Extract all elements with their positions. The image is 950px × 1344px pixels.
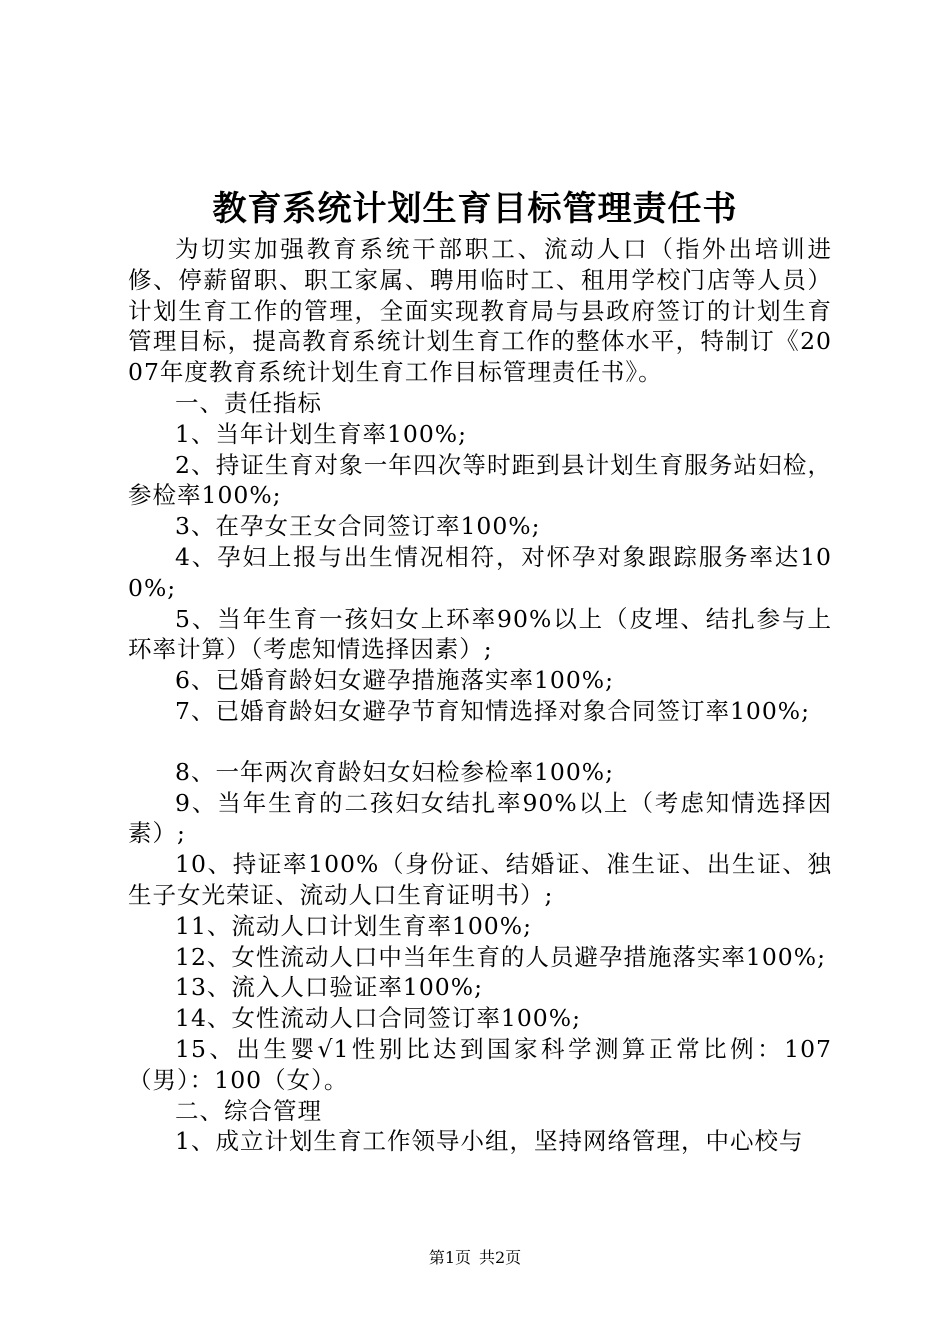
indicator-item: 5、当年生育一孩妇女上环率90%以上（皮埋、结扎参与上环率计算）（考虑知情选择因素）;	[128, 604, 832, 664]
document-title: 教育系统计划生育目标管理责任书	[212, 189, 738, 229]
indicator-item: 9、当年生育的二孩妇女结扎率90%以上（考虑知情选择因素）;	[128, 788, 832, 848]
page-total: 共2页	[479, 1248, 522, 1267]
indicator-item: 1、当年计划生育率100%;	[175, 419, 468, 448]
document-body	[128, 234, 832, 1157]
indicator-item: 2、持证生育对象一年四次等时距到县计划生育服务站妇检，参检率100%;	[128, 450, 832, 510]
indicator-item: 11、流动人口计划生育率100%;	[175, 911, 533, 940]
management-item: 1、成立计划生育工作领导小组，坚持网络管理，中心校与	[175, 1127, 804, 1156]
page-footer	[0, 1247, 950, 1269]
indicator-item: 7、已婚育龄妇女避孕节育知情选择对象合同签订率100%;	[175, 696, 811, 725]
intro-paragraph: 为切实加强教育系统干部职工、流动人口（指外出培训进修、停薪留职、职工家属、聘用临时工、租用学校门店等人员）计划生育工作的管理，全面实现教育局与县政府签订的计划生育管理目标，提高教育系统计划生育工作的整体水平，特制订《2007年度教育系统计划生育工作目标管理责任书》。	[128, 235, 832, 387]
indicator-item: 10、持证率100%（身份证、结婚证、准生证、出生证、独生子女光荣证、流动人口生育证明书）;	[128, 850, 832, 909]
indicator-item: 12、女性流动人口中当年生育的人员避孕措施落实率100%;	[175, 942, 827, 971]
indicator-item: 14、女性流动人口合同签订率100%;	[175, 1004, 582, 1033]
section-heading-responsibility: 一、责任指标	[175, 388, 322, 417]
indicator-item: 4、孕妇上报与出生情况相符，对怀孕对象跟踪服务率达100%;	[128, 542, 832, 602]
indicator-item: 15、出生婴√1性别比达到国家科学测算正常比例：107（男）：100（女）。	[128, 1034, 832, 1094]
indicator-item: 8、一年两次育龄妇女妇检参检率100%;	[175, 757, 615, 786]
indicator-item: 3、在孕女王女合同签订率100%;	[175, 512, 541, 541]
indicator-item: 6、已婚育龄妇女避孕措施落实率100%;	[175, 666, 615, 695]
page-number: 第1页	[428, 1248, 471, 1267]
indicator-item: 13、流入人口验证率100%;	[175, 973, 484, 1002]
section-heading-management: 二、综合管理	[175, 1096, 322, 1125]
